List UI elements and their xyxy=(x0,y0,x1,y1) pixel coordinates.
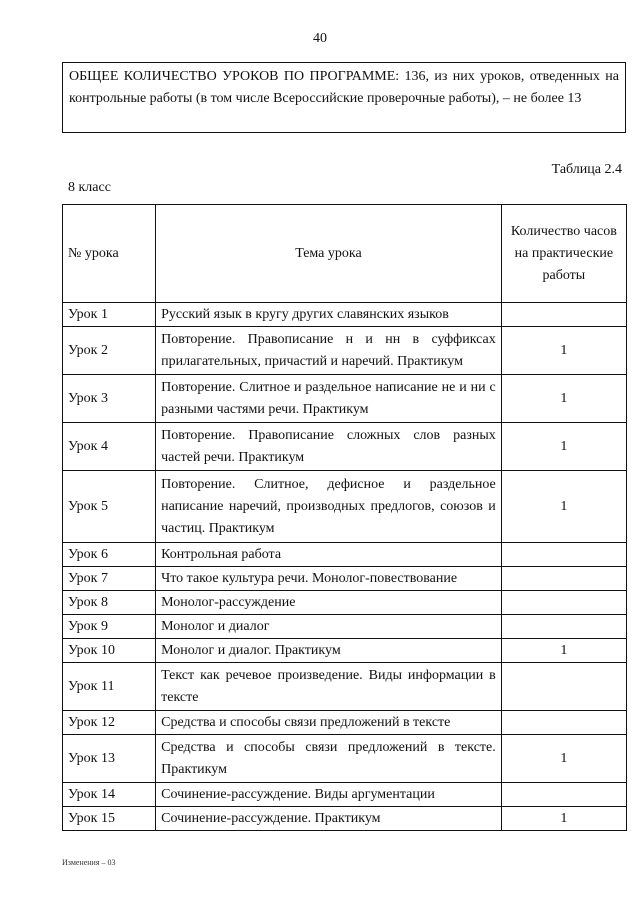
lesson-topic: Монолог-рассуждение xyxy=(156,591,502,615)
lesson-topic: Монолог и диалог. Практикум xyxy=(156,639,502,663)
lesson-topic: Текст как речевое произведение. Виды информации в тексте xyxy=(156,663,502,711)
lesson-number: Урок 7 xyxy=(63,567,156,591)
table-row xyxy=(63,807,627,831)
practical-hours: 1 xyxy=(501,471,626,543)
practical-hours xyxy=(501,663,626,711)
lesson-number: Урок 11 xyxy=(63,663,156,711)
lesson-number: Урок 4 xyxy=(63,423,156,471)
lesson-topic: Повторение. Правописание н и нн в суффиксах прилагательных, причастий и наречий. Практикум xyxy=(156,327,502,375)
table-row xyxy=(63,375,627,423)
table-row xyxy=(63,639,627,663)
table-row xyxy=(63,567,627,591)
practical-hours xyxy=(501,711,626,735)
table-row xyxy=(63,471,627,543)
table-row xyxy=(63,615,627,639)
lesson-topic: Контрольная работа xyxy=(156,543,502,567)
lesson-plan-table xyxy=(62,204,627,831)
table-row xyxy=(63,711,627,735)
practical-hours: 1 xyxy=(501,639,626,663)
table-caption: Таблица 2.4 xyxy=(551,162,622,177)
footer-revision-note: Изменения – 03 xyxy=(62,858,116,867)
lesson-number: Урок 8 xyxy=(63,591,156,615)
lesson-topic: Средства и способы связи предложений в тексте. Практикум xyxy=(156,735,502,783)
lesson-topic: Повторение. Правописание сложных слов разных частей речи. Практикум xyxy=(156,423,502,471)
practical-hours: 1 xyxy=(501,423,626,471)
lesson-number: Урок 5 xyxy=(63,471,156,543)
lesson-number: Урок 10 xyxy=(63,639,156,663)
lesson-topic: Сочинение-рассуждение. Виды аргументации xyxy=(156,783,502,807)
table-row xyxy=(63,735,627,783)
practical-hours xyxy=(501,303,626,327)
practical-hours: 1 xyxy=(501,807,626,831)
table-header-row xyxy=(63,205,627,303)
practical-hours xyxy=(501,567,626,591)
practical-hours: 1 xyxy=(501,735,626,783)
table-row xyxy=(63,327,627,375)
table-row xyxy=(63,303,627,327)
table-row xyxy=(63,423,627,471)
practical-hours xyxy=(501,591,626,615)
page-number: 40 xyxy=(313,31,327,46)
lesson-number: Урок 9 xyxy=(63,615,156,639)
grade-label: 8 класс xyxy=(68,180,111,195)
practical-hours: 1 xyxy=(501,375,626,423)
table-row xyxy=(63,591,627,615)
lesson-topic: Средства и способы связи предложений в тексте xyxy=(156,711,502,735)
practical-hours: 1 xyxy=(501,327,626,375)
header-lesson-number: № урока xyxy=(63,205,156,303)
lesson-topic: Сочинение-рассуждение. Практикум xyxy=(156,807,502,831)
header-practical-hours: Количество часов на практические работы xyxy=(501,205,626,303)
table-row xyxy=(63,783,627,807)
lesson-number: Урок 12 xyxy=(63,711,156,735)
lesson-number: Урок 14 xyxy=(63,783,156,807)
lesson-number: Урок 3 xyxy=(63,375,156,423)
header-lesson-topic: Тема урока xyxy=(156,205,502,303)
table-row xyxy=(63,663,627,711)
lesson-topic: Монолог и диалог xyxy=(156,615,502,639)
lesson-topic: Повторение. Слитное, дефисное и раздельное написание наречий, производных предлогов, союзов и частиц. Практикум xyxy=(156,471,502,543)
lesson-number: Урок 1 xyxy=(63,303,156,327)
lesson-topic: Русский язык в кругу других славянских языков xyxy=(156,303,502,327)
lesson-number: Урок 2 xyxy=(63,327,156,375)
lesson-number: Урок 15 xyxy=(63,807,156,831)
lesson-topic: Повторение. Слитное и раздельное написание не и ни с разными частями речи. Практикум xyxy=(156,375,502,423)
lesson-number: Урок 6 xyxy=(63,543,156,567)
table-row xyxy=(63,543,627,567)
practical-hours xyxy=(501,615,626,639)
lesson-topic: Что такое культура речи. Монолог-повествование xyxy=(156,567,502,591)
lesson-total-summary: ОБЩЕЕ КОЛИЧЕСТВО УРОКОВ ПО ПРОГРАММЕ: 136, из них уроков, отведенных на контрольные работы (в том числе Всероссийские проверочные работы), – не более 13 xyxy=(62,62,626,133)
lesson-number: Урок 13 xyxy=(63,735,156,783)
practical-hours xyxy=(501,543,626,567)
practical-hours xyxy=(501,783,626,807)
